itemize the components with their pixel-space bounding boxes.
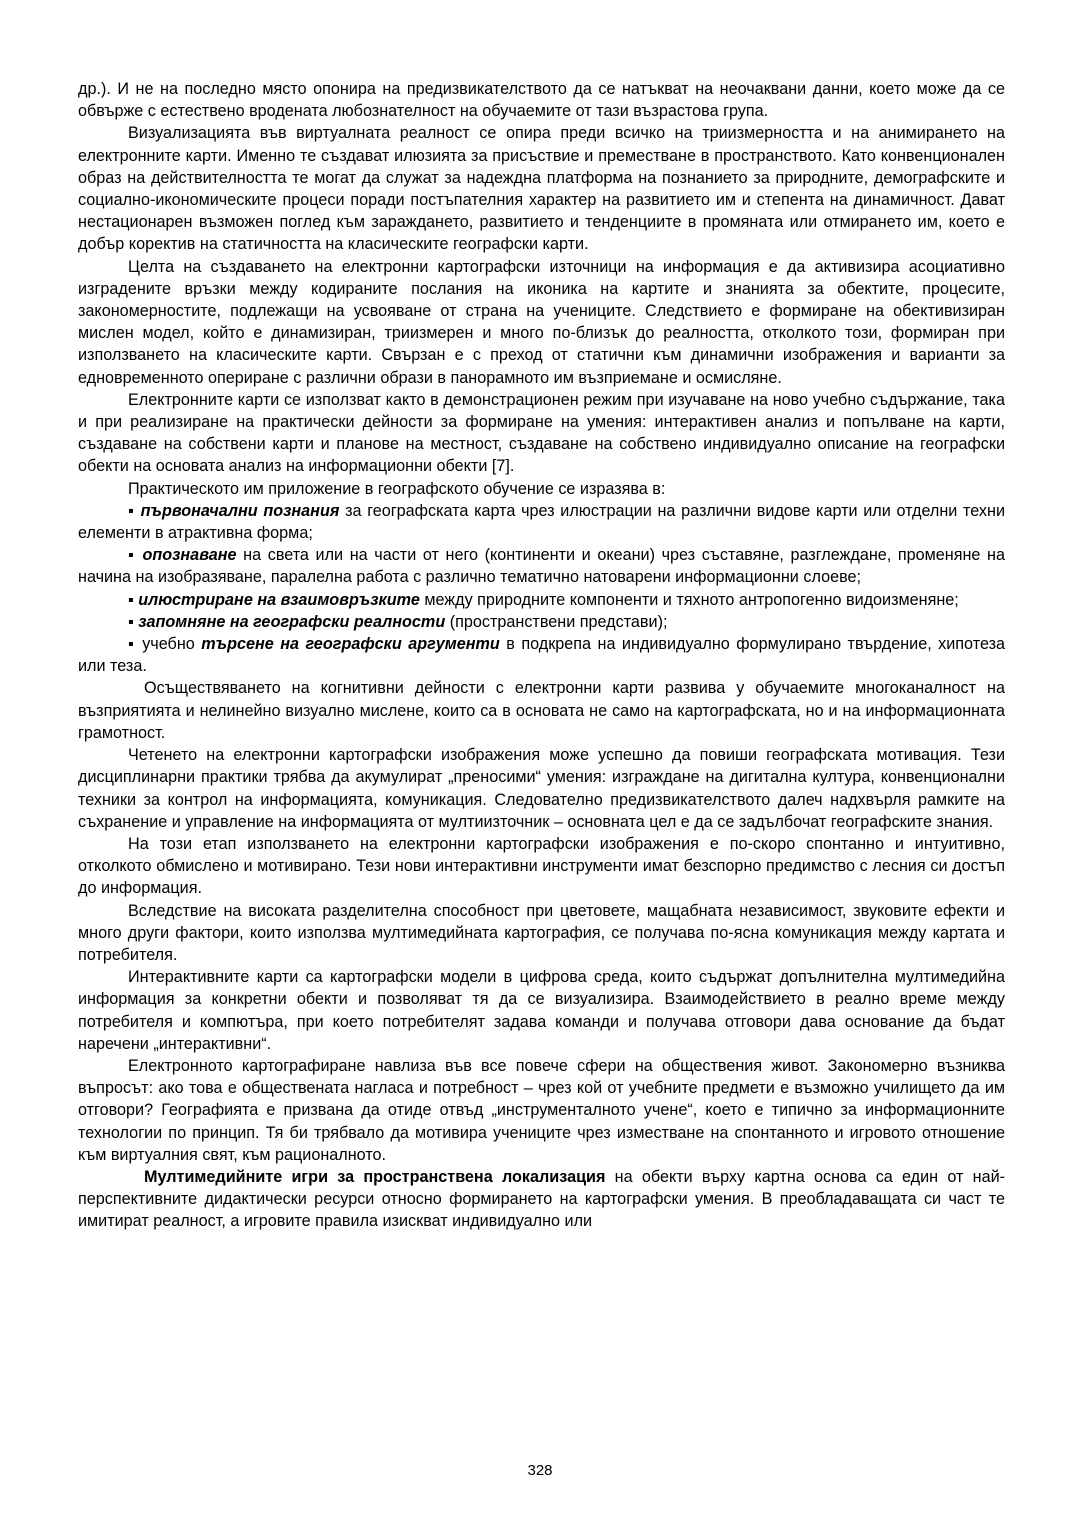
page-body — [78, 78, 1005, 1233]
bullet-text: между природните компоненти и тяхното антропогенно видоизменяне; — [419, 590, 959, 609]
paragraph: Целта на създаването на електронни картографски източници на информация е да активизира асоциативно изградените връзки между кодираните послания на иконика на картите и знанията за обектите, процесите, закономерностите, подлежащи на усвояване от страна на учениците. Следствието е формиране на обективизиран мислен модел, който е динамизиран, триизмерен и много по-близък до реалността, отколкото този, формиран при използването на класическите карти. Свързан е с преход от статични към динамични изображения и варианти за едновременното опериране с различни образи в панорамното им възприемане и осмисляне. — [78, 257, 1005, 387]
bullet-emphasis: опознаване — [142, 546, 237, 565]
paragraph: Електронното картографиране навлиза във все повече сфери на обществения живот. Закономерно възниква въпросът: ако това е обществената нагласа и потребност – чрез кой от учебните предмети е възможно училището да им отговори? Географията е призвана да отиде отвъд „инструменталното учене“, което е типично за информационните технологии по принцип. Тя би трябвало да мотивира учениците чрез изместване на спонтанното и игровото отношение към виртуалния свят, към рационалното. — [78, 1056, 1005, 1164]
bullet-emphasis: първоначални познания — [140, 501, 340, 520]
bullet-item — [78, 589, 1005, 611]
paragraph-emphasis: Мултимедийните игри за пространствена локализация — [144, 1167, 606, 1186]
paragraph: Интерактивните карти са картографски модели в цифрова среда, които съдържат допълнителна мултимедийна информация за конкретни обекти и позволяват тя да се визуализира. Взаимодействието в реално време между потребителя и компютъра, при което потребителят задава команди и получава отговори дава основание да бъдат наречени „интерактивни“. — [78, 968, 1005, 1053]
bullet-text: (пространствени представи); — [445, 612, 668, 631]
bullet-item — [78, 611, 1005, 633]
paragraph: На този етап използването на електронни картографски изображения е по-скоро спонтанно и интуитивно, отколкото обмислено и мотивирано. Тези нови интерактивни инструменти имат безспорно предимство с лесния си достъп до информация. — [78, 834, 1005, 898]
bullet-icon: ▪ — [128, 590, 134, 609]
bullet-icon: ▪ — [128, 546, 136, 565]
bullet-emphasis: запомняне на географски реалности — [138, 612, 446, 631]
bullet-text: в подкрепа на индивидуално формулирано твърдение, хипотеза или теза. — [78, 635, 1006, 676]
bullet-icon: ▪ — [128, 501, 135, 520]
paragraph: Електронните карти се използват както в демонстрационен режим при изучаване на ново учебно съдържание, така и при реализиране на практически дейности за формиране на умения: интерактивен анализ и попълване на карти, създаване на собствени карти и планове на местност, създаване на собствено индивидуално описание на географски обекти на основата анализ на информационни обекти [7]. — [78, 390, 1005, 476]
bullet-text: на света или на части от него (континенти и океани) чрез съставяне, разглеждане, променяне на начина на изобразяване, паралелна работа с различно тематично натоварени информационни слоеве; — [78, 546, 1005, 587]
paragraph: Визуализацията във виртуалната реалност се опира преди всичко на триизмерността и на анимирането на електронните карти. Именно те създават илюзията за присъствие и преместване в пространството. Като конвенционален образ на действителността те могат да служат за надеждна платформа на познанието за природните, демографските и социално-икономическите процеси поради постъпателния характер на развитието им и степента на динамичност. Дават нестационарен възможен поглед към зараждането, развитието и тенденциите в промяната или отмирането им, което е добър коректив на статичността на класическите географски карти. — [78, 124, 1005, 254]
bullet-emphasis: илюстриране на взаимовръзките — [138, 590, 420, 609]
bullet-icon: ▪ — [128, 635, 136, 654]
paragraph-text: на обекти върху картна основа са един от най-перспективните дидактически ресурси относно формирането на картографски умения. В преобладаващата си част те имитират реалност, а игровите правила изискват индивидуално или — [78, 1167, 1005, 1231]
bullet-item — [78, 544, 1005, 588]
bullet-item — [78, 633, 1005, 677]
paragraph: Вследствие на високата разделителна способност при цветовете, мащабната независимост, звуковите ефекти и много други фактори, които използва мултимедийната картография, се получава по-ясна комуникация между картата и потребителя. — [78, 901, 1005, 964]
paragraph: Осъществяването на когнитивни дейности с електронни карти развива у обучаемите многоканалност на възприятията и нелинейно визуално мислене, които са в основата не само на картографската, но и на информационната грамотност. — [78, 679, 1005, 742]
paragraph — [78, 1166, 1005, 1233]
bullet-text: за географската карта чрез илюстрации на различни видове карти или отделни техни елементи в атрактивна форма; — [78, 501, 1005, 543]
bullet-emphasis: търсене на географски аргументи — [201, 635, 500, 654]
bullet-icon: ▪ — [128, 612, 134, 631]
page-number: 328 — [527, 1462, 553, 1479]
paragraph: др.). И не на последно място опонира на предизвикателството да се натъкват на неочаквани данни, което може да се обвърже с естествено вродената любознателност на обучаемите от тази възрастова група. — [78, 80, 1005, 121]
bullet-item — [78, 500, 1005, 544]
bullet-text: учебно — [142, 635, 202, 654]
paragraph: Практическото им приложение в географското обучение се изразява в: — [128, 479, 666, 498]
paragraph: Четенето на електронни картографски изображения може успешно да повиши географската мотивация. Тези дисциплинарни практики трябва да акумулират „преносими“ умения: изграждане на дигитална култура, конвенционални техники за контрол на информацията, комуникация. Следователно предизвикателството далеч надхвърля рамките на съхранение и управление на информацията от мултиизточник – основната цел е да се задълбочат географските знания. — [78, 746, 1005, 831]
